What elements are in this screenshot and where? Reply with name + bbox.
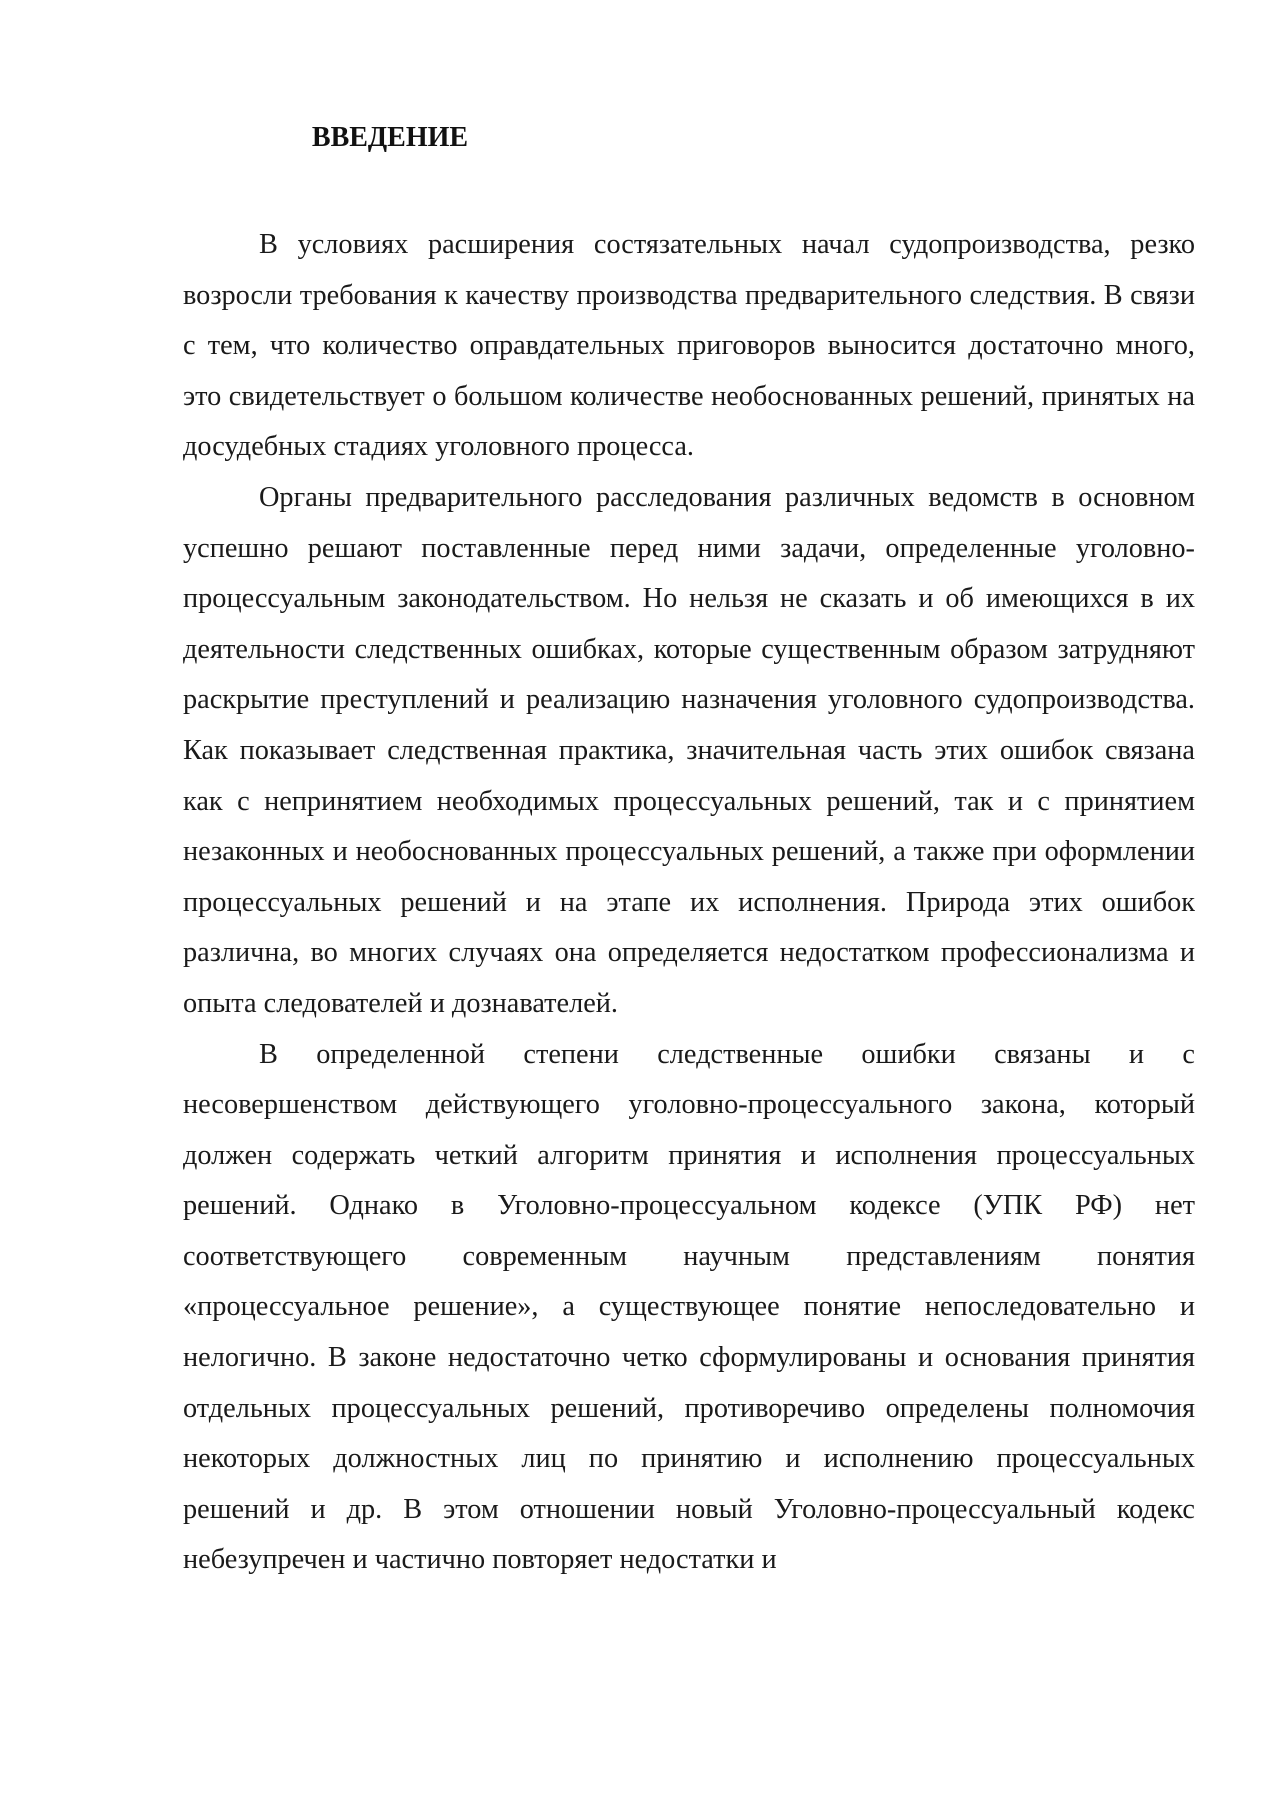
document-body — [183, 220, 1195, 1586]
paragraph-law-imperfection: В определенной степени следственные ошибки связаны и с несовершенством действующего уголовно-процессуального закона, который должен содержать четкий алгоритм принятия и исполнения процессуальных решений. Однако в Уголовно-процессуальном кодексе (УПК РФ) нет соответствующего современным научным представлениям понятия «процессуальное решение», а существующее понятие непоследовательно и нелогично. В законе недостаточно четко сформулированы и основания принятия отдельных процессуальных решений, противоречиво определены полномочия некоторых должностных лиц по принятию и исполнению процессуальных решений и др. В этом отношении новый Уголовно-процессуальный кодекс небезупречен и частично повторяет недостатки и — [183, 1038, 1195, 1576]
paragraph-intro: В условиях расширения состязательных начал судопроизводства, резко возросли требования к качеству производства предварительного следствия. В связи с тем, что количество оправдательных приговоров выносится достаточно много, это свидетельствует о большом количестве необоснованных решений, принятых на досудебных стадиях уголовного процесса. — [183, 229, 1195, 463]
paragraph-investigation-bodies: Органы предварительного расследования различных ведомств в основном успешно решают поставленные перед ними задачи, определенные уголовно-процессуальным законодательством. Но нельзя не сказать и об имеющихся в их деятельности следственных ошибках, которые существенным образом затрудняют раскрытие преступлений и реализацию назначения уголовного судопроизводства. Как показывает следственная практика, значительная часть этих ошибок связана как с непринятием необходимых процессуальных решений, так и с принятием незаконных и необоснованных процессуальных решений, а также при оформлении процессуальных решений и на этапе их исполнения. Природа этих ошибок различна, во многих случаях она определяется недостатком профессионализма и опыта следователей и дознавателей. — [183, 481, 1195, 1019]
page-heading: ВВЕДЕНИЕ — [311, 122, 469, 153]
